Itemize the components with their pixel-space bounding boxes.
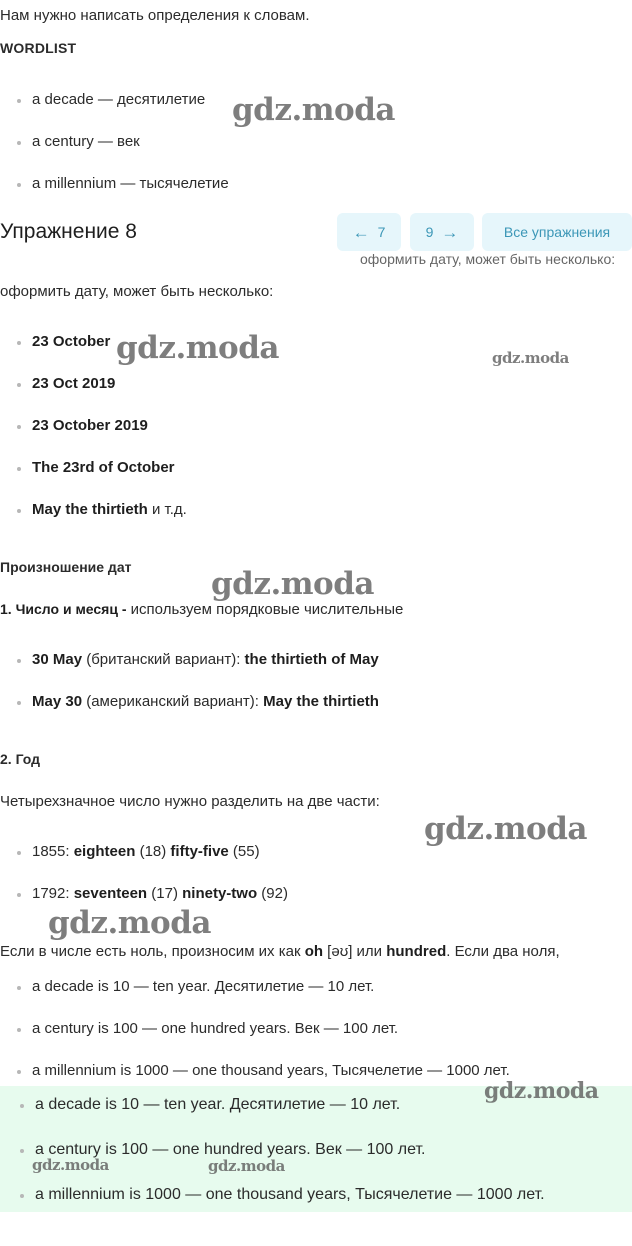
list-item: [32, 459, 175, 476]
all-exercises-label: Все упражнения: [503, 224, 611, 240]
watermark-logo: gdz.moda: [32, 1156, 109, 1174]
date-format-suffix: и т.д.: [147, 501, 187, 518]
arrow-right-icon: →: [441, 222, 459, 242]
list-item: a decade — десятилетие: [32, 91, 206, 108]
all-exercises-button[interactable]: [482, 213, 632, 251]
year-part-digits: (17): [147, 885, 183, 902]
intro-text: Нам нужно написать определения к словам.: [0, 7, 310, 24]
year-heading: 2. Год: [0, 751, 41, 767]
watermark-logo: gdz.moda: [232, 92, 395, 128]
next-exercise-label: 9: [425, 224, 434, 240]
list-item: [32, 333, 110, 350]
date-format: 23 October: [32, 333, 111, 350]
date-format: May the thirtieth: [32, 501, 148, 518]
variant-note: (британский вариант):: [82, 651, 245, 668]
arrow-left-icon: ←: [352, 222, 370, 242]
date-format: 23 October 2019: [32, 417, 148, 434]
zero-rule-part: . Если два ноля,: [446, 943, 560, 960]
list-item: a century — век: [32, 133, 140, 150]
list-item: a decade is 10 — ten year. Десятилетие — 10 лет.: [35, 1096, 401, 1113]
watermark-logo: gdz.moda: [211, 566, 374, 602]
list-item: a millennium is 1000 — one thousand years, Тысячелетие — 1000 лет.: [32, 1062, 510, 1079]
zero-rule-part: [əʊ] или: [323, 943, 387, 960]
list-item: [32, 375, 115, 392]
date-format: The 23rd of October: [32, 459, 175, 476]
clipped-text: оформить дату, может быть несколько:: [360, 251, 616, 267]
list-item: [32, 501, 187, 518]
wordlist-heading: WORDLIST: [0, 40, 77, 56]
next-exercise-button[interactable]: [410, 213, 474, 251]
watermark-logo: gdz.moda: [484, 1078, 599, 1104]
watermark-logo: gdz.moda: [424, 811, 587, 847]
list-item: a millennium is 1000 — one thousand years, Тысячелетие — 1000 лет.: [35, 1186, 545, 1203]
list-item: [32, 651, 379, 668]
variant-note: (американский вариант):: [82, 693, 264, 710]
list-item: [32, 693, 379, 710]
prev-exercise-button[interactable]: [337, 213, 401, 251]
year-part: fifty-five: [170, 843, 229, 860]
year-part-digits: (92): [257, 885, 288, 902]
list-item: a century is 100 — one hundred years. Век — 100 лет.: [32, 1020, 399, 1037]
list-item: [32, 843, 260, 860]
prev-exercise-label: 7: [377, 224, 386, 240]
watermark-logo: gdz.moda: [116, 330, 279, 366]
exercise-title: Упражнение 8: [0, 220, 137, 243]
watermark-logo: gdz.moda: [48, 905, 211, 941]
zero-rule-text: [0, 943, 560, 960]
date-format: 23 Oct 2019: [32, 375, 116, 392]
pronunciation-heading: Произношение дат: [0, 559, 132, 575]
year-lead: Четырехзначное число нужно разделить на две части:: [0, 793, 380, 810]
list-item: [32, 885, 288, 902]
day-month-label: 1. Число и месяц -: [0, 601, 127, 617]
date-reading: the thirtieth of May: [244, 651, 379, 668]
zero-rule-part: Если в числе есть ноль, произносим их как: [0, 943, 305, 960]
list-item: a decade is 10 — ten year. Десятилетие — 10 лет.: [32, 978, 375, 995]
list-item: [32, 417, 148, 434]
watermark-logo: gdz.moda: [492, 349, 569, 367]
date-example: 30 May: [32, 651, 83, 668]
year-number: 1855:: [32, 843, 74, 860]
year-part: eighteen: [73, 843, 136, 860]
year-number: 1792:: [32, 885, 74, 902]
clipped-text-line: [360, 251, 616, 267]
zero-reading: hundred: [386, 943, 447, 960]
watermark-logo: gdz.moda: [208, 1157, 285, 1175]
date-example: May 30: [32, 693, 83, 710]
list-item: a millennium — тысячелетие: [32, 175, 229, 192]
day-month-rest: используем порядковые числительные: [126, 601, 404, 618]
year-part-digits: (55): [228, 843, 260, 860]
day-month-lead: [0, 601, 403, 618]
year-part: ninety-two: [182, 885, 258, 902]
year-part: seventeen: [73, 885, 148, 902]
date-formats-lead: оформить дату, может быть несколько:: [0, 283, 274, 300]
list-item: a century is 100 — one hundred years. Век — 100 лет.: [35, 1141, 426, 1158]
date-reading: May the thirtieth: [263, 693, 379, 710]
zero-reading: oh: [304, 943, 324, 960]
year-part-digits: (18): [135, 843, 171, 860]
